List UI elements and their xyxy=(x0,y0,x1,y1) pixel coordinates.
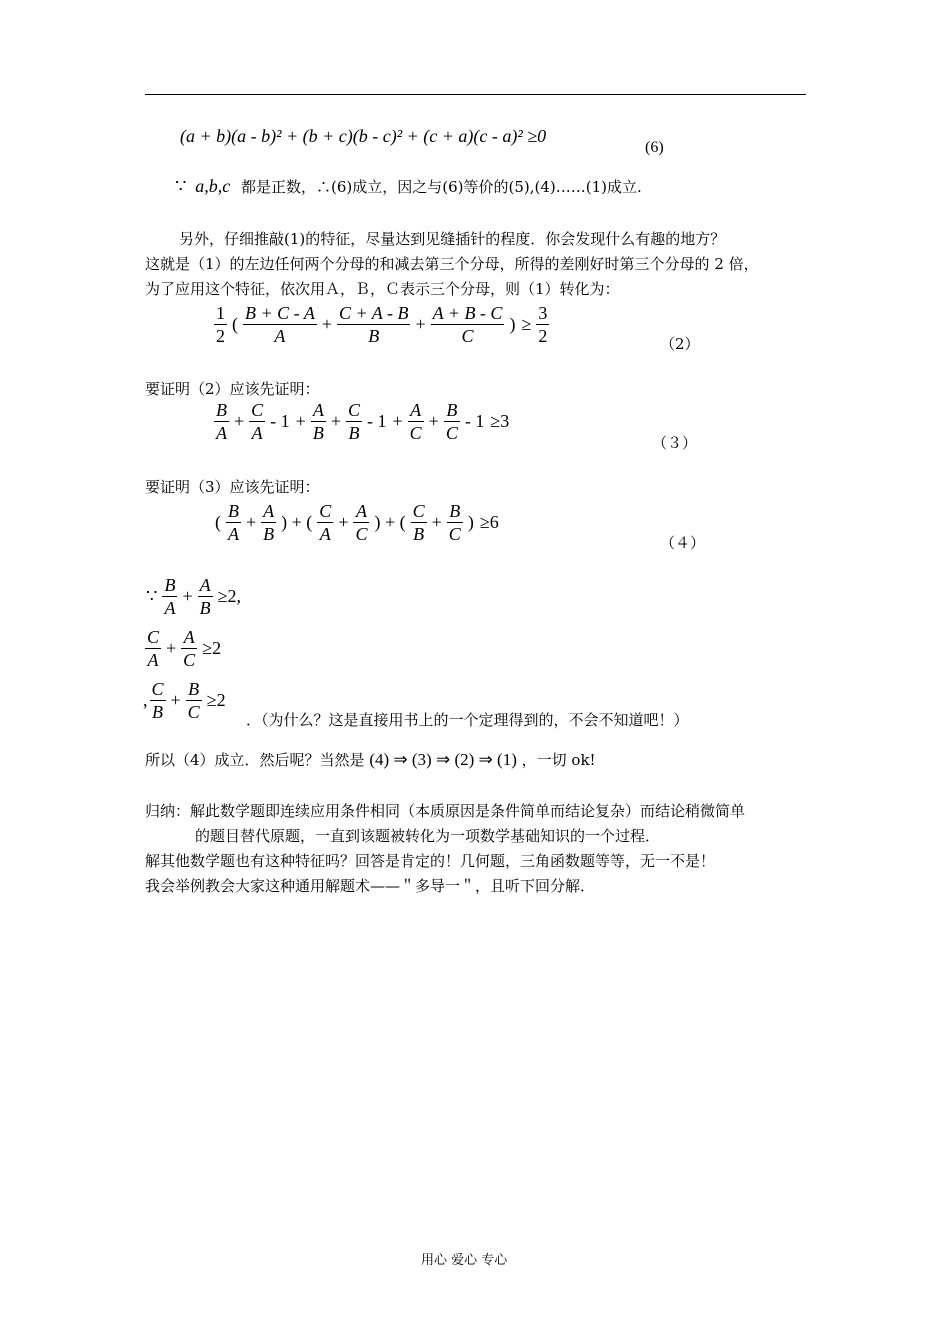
eq3-t2-num: C xyxy=(251,400,264,420)
ineq-c-prefix: , xyxy=(143,690,148,710)
page-footer: 用心 爱心 专心 xyxy=(421,1253,508,1268)
eq3-t6-num: B xyxy=(444,399,460,422)
inequality-b: $\frac{C}{A}$ + $\frac{A}{C}$ ≥2 xyxy=(143,626,224,671)
summary-line3: 解其他数学题也有这种特征吗？回答是肯定的！几何题，三角函数题等等，无一不是！ xyxy=(145,852,716,870)
ineq-c-f1-num: C xyxy=(151,679,164,699)
equation-4-label: （４） xyxy=(660,534,706,552)
equation-2-label: （2） xyxy=(660,335,700,353)
ineq-a-f1-num: B xyxy=(164,575,176,595)
equation-6-label: (6) xyxy=(645,139,664,156)
eq4-p2-a-den: A xyxy=(319,524,331,544)
eq2-lparen: ( xyxy=(232,314,238,334)
ineq-c-f2-den: C xyxy=(187,702,200,722)
eq3-t4-den: B xyxy=(348,423,360,443)
eq2-frac3-den: C xyxy=(461,326,474,346)
summary-line1: 归纳：解此数学题即连续应用条件相同（本质原因是条件简单而结论复杂）而结论稍微简单 xyxy=(145,802,746,820)
ineq-b-f1-num: C xyxy=(147,627,160,647)
summary-line4: 我会举例教会大家这种通用解题术——＂多导一＂，且听下回分解． xyxy=(145,877,596,895)
eq2-frac2-den: B xyxy=(368,326,380,346)
eq4-p2-b-den: C xyxy=(355,524,368,544)
equation-3-label: （３） xyxy=(652,434,698,452)
because-vars: a,b,c xyxy=(195,176,231,196)
eq4-p3-a-num: C xyxy=(412,501,425,521)
eq3-t1-den: A xyxy=(216,423,227,443)
summary-line2: 的题目替代原题，一直到该题被转化为一项数学基础知识的一个过程． xyxy=(195,827,661,845)
ineq-c-note: ．（为什么？这是直接用书上的一个定理得到的，不会不知道吧！） xyxy=(246,711,689,729)
ineq-a-because: ∵ xyxy=(146,586,158,606)
eq2-rhs-num: 3 xyxy=(538,303,548,323)
eq3-t4-num: C xyxy=(347,400,360,420)
because-line xyxy=(175,176,642,197)
ineq-a-f1-den: A xyxy=(164,598,176,618)
ineq-c-f1-den: B xyxy=(152,702,163,722)
para1-line3: 为了应用这个特征，依次用Ａ，Ｂ，Ｃ表示三个分母，则（1）转化为： xyxy=(145,280,620,298)
eq2-coef-num: 1 xyxy=(216,303,225,323)
eq3-t3-num: A xyxy=(312,400,324,420)
eq2-frac2 xyxy=(337,302,411,347)
eq2-coef xyxy=(214,302,227,347)
eq2-frac2-num: C + A - B xyxy=(338,303,409,323)
eq4-p1-a-num: B xyxy=(228,501,239,521)
inequality-c: , $\frac{C}{B}$ + $\frac{B}{C}$ ≥2 xyxy=(143,678,229,723)
need-3-text: 要证明（3）应该先证明： xyxy=(145,478,320,496)
equation-6 xyxy=(180,126,546,147)
eq4-p1-a-den: A xyxy=(228,524,239,544)
eq4-p1-b-den: B xyxy=(263,524,275,544)
equation-6-text: (a + b)(a - b)² + (b + c)(b - c)² + (c + a)(c - a)² ≥0 xyxy=(180,126,547,146)
ineq-b-f1-den: A xyxy=(147,650,159,670)
eq4-p3-a-den: B xyxy=(413,524,425,544)
eq2-rhs-den: 2 xyxy=(538,326,548,346)
eq2-frac1 xyxy=(243,302,317,347)
ineq-b-f2-num: A xyxy=(181,626,197,649)
eq2-coef-den: 2 xyxy=(216,326,225,346)
ineq-a-f2-num: A xyxy=(199,575,211,595)
because-symbol: ∵ xyxy=(175,176,187,196)
eq4-p3-b-den: C xyxy=(448,524,461,544)
eq4-p3-b-num: B xyxy=(447,500,463,523)
eq3-t3-den: B xyxy=(312,423,324,443)
ineq-a-rhs: ≥2, xyxy=(217,586,241,606)
conclusion-suffix: ，一切 ok! xyxy=(521,751,596,769)
para1-line1: 另外，仔细推敲(1)的特征，尽量达到见缝插针的程度．你会发现什么有趣的地方？ xyxy=(179,230,726,248)
conclusion-chain: (4) ⇒ (3) ⇒ (2) ⇒ (1) xyxy=(369,750,517,769)
eq3-t5-den: C xyxy=(409,423,422,443)
eq3-minus1-a: - 1 xyxy=(270,411,290,431)
ineq-a-f2-den: B xyxy=(199,598,211,618)
eq2-frac1-den: A xyxy=(274,326,286,346)
eq3-rhs: ≥3 xyxy=(490,411,510,431)
inequality-a: ∵ $\frac{B}{A}$ + $\frac{A}{B}$ ≥2, xyxy=(143,574,244,619)
conclusion-prefix: 所以（4）成立．然后呢？当然是 xyxy=(145,751,365,769)
header-rule xyxy=(145,94,806,95)
eq3-t6-den: C xyxy=(445,423,458,443)
ineq-c-f2-num: B xyxy=(186,678,202,701)
eq3-t5-num: A xyxy=(408,399,424,422)
eq3-minus1-b: - 1 xyxy=(367,411,387,431)
eq2-frac1-num: B + C - A xyxy=(245,303,315,323)
eq2-rhs xyxy=(536,302,549,347)
eq3-minus1-c: - 1 xyxy=(464,411,485,431)
because-text: 都是正数，∴(6)成立，因之与(6)等价的(5),(4)……(1)成立. xyxy=(241,178,642,196)
ineq-b-rhs: ≥2 xyxy=(202,638,222,658)
eq3-t1-num: B xyxy=(216,400,227,420)
eq2-frac3 xyxy=(431,302,505,347)
eq2-frac3-num: A + B - C xyxy=(432,303,503,323)
para1-line2: 这就是（1）的左边任何两个分母的和减去第三个分母，所得的差刚好时第三个分母的 2 倍， xyxy=(145,255,759,273)
ineq-b-f2-den: C xyxy=(183,650,196,670)
need-2-text: 要证明（2）应该先证明： xyxy=(145,380,320,398)
equation-2: $\frac{1}{2}$ ( $\frac{B + C - A}{A}$ + $\frac{C + A - B}{B}$ + $\frac{A + B - C}{C}$ ) ≥ $\frac{3}{2}$ xyxy=(216,303,548,346)
eq4-p1-b-num: A xyxy=(263,501,275,521)
eq4-rhs: ≥6 xyxy=(479,512,499,532)
equation-3: $\frac{B}{A}$ + $\frac{C}{A}$ - 1 + $\frac{A}{B}$ + $\frac{C}{B}$ - 1 + $\frac{A}{C}$ + $\frac{B}{C}$ - 1 ≥3 xyxy=(212,399,512,444)
ineq-c-rhs: ≥2 xyxy=(206,690,226,710)
equation-4: ( $\frac{B}{A}$ + $\frac{A}{B}$ ) + ( $\frac{C}{A}$ + $\frac{A}{C}$ ) + ( $\frac{C}{B}$ + $\frac{B}{C}$ ) ≥6 xyxy=(212,500,502,545)
eq3-t2-den: A xyxy=(251,423,263,443)
eq4-p2-b-num: A xyxy=(353,500,369,523)
eq4-p2-a-num: C xyxy=(319,501,332,521)
conclusion-line xyxy=(145,749,596,770)
